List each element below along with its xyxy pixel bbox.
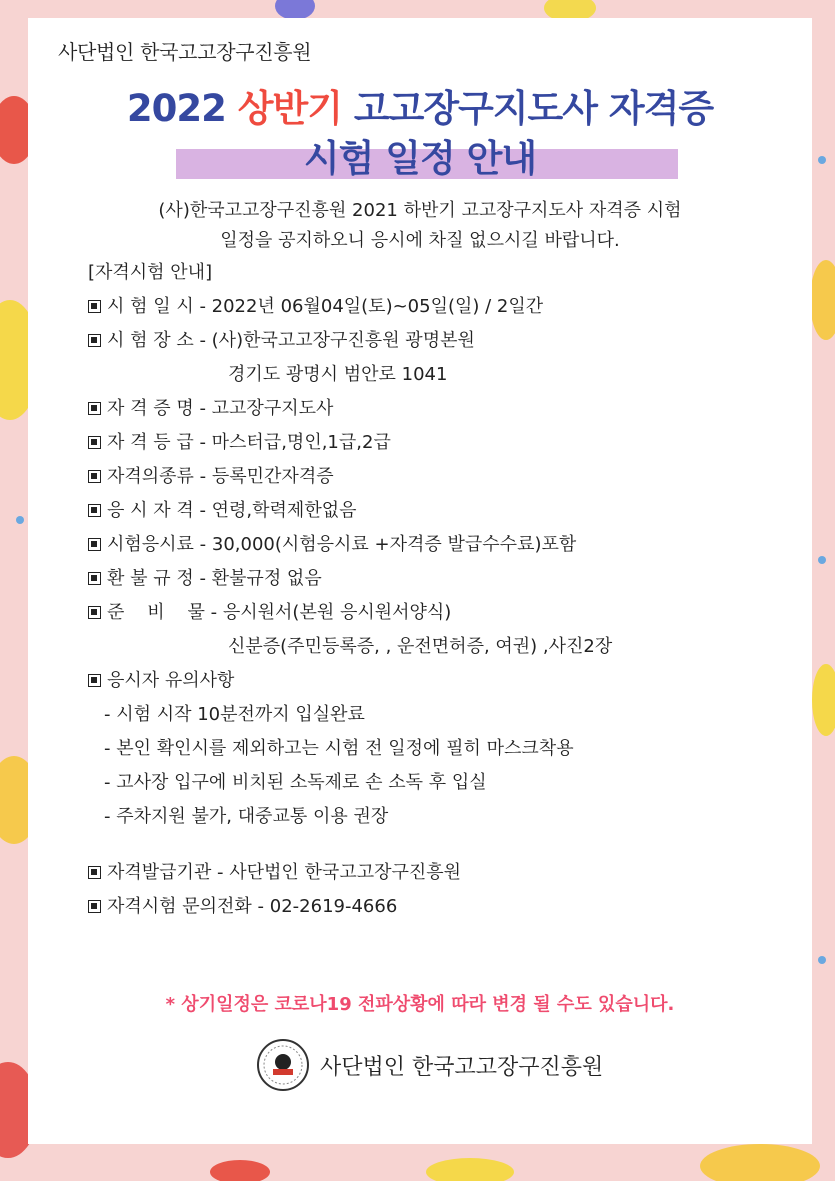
section-heading: [자격시험 안내] [88,262,213,283]
square-bullet-icon [88,504,101,517]
info-item-exam-venue: 시 험 장 소 - (사)한국고고장구진흥원 광명본원 [88,324,788,358]
title-highlight: 상반기 [237,87,342,130]
lemon-icon [812,664,835,736]
info-item-eligibility: 응 시 자 격 - 연령,학력제한없음 [88,494,788,528]
note-item: - 고사장 입구에 비치된 소독제로 손 소독 후 입실 [104,772,487,793]
title-year: 2022 [126,87,238,130]
info-item-candidate-notes: 응시자 유의사항 [88,664,788,698]
title-rest: 고고장구지도사 자격증 [341,87,714,130]
plum-icon [275,0,315,20]
info-item-exam-date: 시 험 일 시 - 2022년 06월04일(토)~05일(일) / 2일간 [88,290,788,324]
info-item-certificate-name: 자 격 증 명 - 고고장구지도사 [88,392,788,426]
strawberry-icon [210,1160,270,1181]
notice-card [28,18,812,1144]
square-bullet-icon [88,402,101,415]
info-item-contact-phone: 자격시험 문의전화 - 02-2619-4666 [88,890,788,924]
square-bullet-icon [88,674,101,687]
square-bullet-icon [88,900,101,913]
org-seal-icon [256,1038,310,1092]
dot-icon [16,516,24,524]
square-bullet-icon [88,538,101,551]
dot-icon [818,956,826,964]
info-item-refund-policy: 환 불 규 정 - 환불규정 없음 [88,562,788,596]
lemon-icon [426,1158,514,1181]
info-item-certificate-type: 자격의종류 - 등록민간자격증 [88,460,788,494]
note-item: - 시험 시작 10분전까지 입실완료 [104,704,365,725]
info-item-materials: 준 비 물 - 응시원서(본원 응시원서양식) [88,596,788,630]
exam-info [88,256,788,924]
square-bullet-icon [88,334,101,347]
square-bullet-icon [88,572,101,585]
info-item-materials-cont: 신분증(주민등록증, , 운전면허증, 여권) ,사진2장 [228,636,613,657]
info-item-exam-fee: 시험응시료 - 30,000(시험응시료 +자격증 발급수수료)포함 [88,528,788,562]
note-item: - 본인 확인시를 제외하고는 시험 전 일정에 필히 마스크착용 [104,738,574,759]
intro-line: 일정을 공지하오니 응시에 차질 없으시길 바랍니다. [220,230,620,251]
covid-notice: * 상기일정은 코로나19 전파상황에 따라 변경 될 수도 있습니다. [165,994,675,1015]
pineapple-icon [810,260,835,340]
page-subtitle: 시험 일정 안내 [303,137,537,180]
dot-icon [818,556,826,564]
intro-paragraph [28,196,812,256]
square-bullet-icon [88,300,101,313]
note-item: - 주차지원 불가, 대중교통 이용 권장 [104,806,389,827]
dot-icon [818,156,826,164]
square-bullet-icon [88,436,101,449]
info-item-venue-address: 경기도 광명시 범안로 1041 [228,364,448,385]
info-item-issuing-body: 자격발급기관 - 사단법인 한국고고장구진흥원 [88,856,788,890]
intro-line: (사)한국고고장구진흥원 2021 하반기 고고장구지도사 자격증 시험 [158,200,682,221]
info-item-certificate-grade: 자 격 등 급 - 마스터급,명인,1급,2급 [88,426,788,460]
square-bullet-icon [88,866,101,879]
square-bullet-icon [88,606,101,619]
footer [256,1038,603,1092]
pineapple-icon [700,1144,820,1181]
page-title [28,78,812,132]
square-bullet-icon [88,470,101,483]
footer-org-name: 사단법인 한국고고장구진흥원 [320,1054,604,1080]
org-name-top: 사단법인 한국고고장구진흥원 [58,40,312,64]
